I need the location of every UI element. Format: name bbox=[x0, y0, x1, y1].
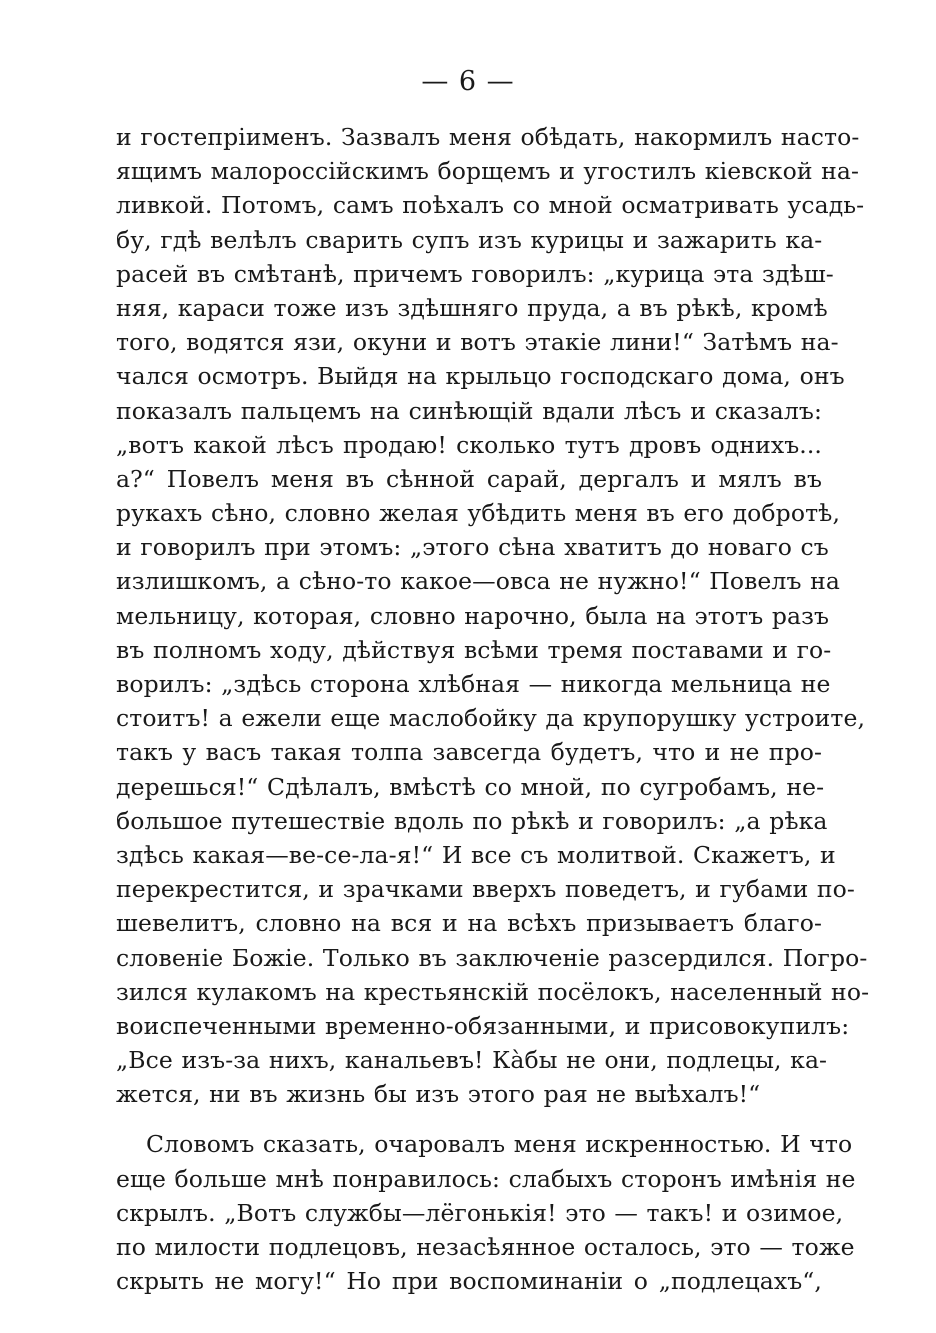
text-line: а?“ Повелъ меня въ сѣнной сарай, дергалъ и мялъ въ bbox=[116, 464, 822, 493]
text-line: излишкомъ, а сѣно-то какое—овса не нужно!“ Повелъ на bbox=[116, 567, 840, 596]
text-line: словеніе Божіе. Только въ заключеніе разсердился. Погро- bbox=[116, 943, 868, 972]
text-line: въ полномъ ходу, дѣйствуя всѣми тремя поставами и го- bbox=[116, 635, 832, 664]
text-line: бу, гдѣ велѣлъ сварить супъ изъ курицы и зажарить ка- bbox=[116, 225, 823, 254]
text-line: того, водятся язи, окуни и вотъ этакіе лини!“ Затѣмъ на- bbox=[116, 328, 839, 357]
text-line: и гостепріименъ. Зазвалъ меня обѣдать, накормилъ насто- bbox=[116, 123, 860, 151]
body-text bbox=[116, 120, 870, 1298]
text-line: мельницу, которая, словно нарочно, была на этотъ разъ bbox=[116, 601, 830, 630]
text-line: дерешься!“ Сдѣлалъ, вмѣстѣ со мной, по сугробамъ, не- bbox=[116, 772, 825, 801]
text-line: здѣсь какая—ве-се-ла-я!“ И все съ молитвой. Скажетъ, и bbox=[116, 840, 836, 869]
text-line: еще больше мнѣ понравилось: слабыхъ сторонъ имѣнія не bbox=[116, 1164, 856, 1193]
text-line: зился кулакомъ на крестьянскій посёлокъ, населенный но- bbox=[116, 977, 870, 1006]
text-line: такъ у васъ такая толпа завсегда будетъ, что и не про- bbox=[116, 738, 822, 767]
text-line: „вотъ какой лѣсъ продаю! сколько тутъ дровъ однихъ... bbox=[116, 430, 822, 459]
text-line: рукахъ сѣно, словно желая убѣдить меня въ его добротѣ, bbox=[116, 499, 841, 528]
text-line: стоитъ! а ежели еще маслобойку да крупорушку устроите, bbox=[116, 704, 866, 733]
paragraph-gap bbox=[116, 1111, 822, 1127]
text-line: ливкой. Потомъ, самъ поѣхалъ со мной осматривать усадь- bbox=[116, 191, 865, 220]
text-line: няя, караси тоже изъ здѣшняго пруда, а въ рѣкѣ, кромѣ bbox=[116, 293, 828, 322]
text-line: воиспеченными временно-обязанными, и присовокупилъ: bbox=[116, 1011, 850, 1040]
page-number: — 6 — bbox=[421, 66, 515, 97]
text-line: Словомъ сказать, очаровалъ меня искренностью. И что bbox=[146, 1130, 853, 1159]
text-line: скрылъ. „Вотъ службы—лёгонькія! это — такъ! и озимое, bbox=[116, 1198, 844, 1227]
text-line: расей въ смѣтанѣ, причемъ говорилъ: „курица эта здѣш- bbox=[116, 259, 834, 288]
text-line: жется, ни въ жизнь бы изъ этого рая не выѣхалъ!“ bbox=[116, 1080, 761, 1109]
text-line: ящимъ малороссійскимъ борщемъ и угостилъ кіевской на- bbox=[116, 157, 860, 186]
text-line: по милости подлецовъ, незасѣянное осталось, это — тоже bbox=[116, 1233, 855, 1261]
text-line: „Все изъ-за нихъ, канальевъ! Кàбы не они, подлецы, ка- bbox=[116, 1046, 828, 1075]
paragraph-2 bbox=[116, 1127, 856, 1298]
text-line: и говорилъ при этомъ: „этого сѣна хватитъ до новаго съ bbox=[116, 533, 829, 562]
text-line: шевелитъ, словно на вся и на всѣхъ призываетъ благо- bbox=[116, 909, 822, 938]
text-line: большое путешествіе вдоль по рѣкѣ и говорилъ: „а рѣка bbox=[116, 806, 828, 835]
text-line: показалъ пальцемъ на синѣющій вдали лѣсъ и сказалъ: bbox=[116, 396, 822, 425]
paragraph-1 bbox=[116, 120, 870, 1111]
text-line: скрыть не могу!“ Но при воспоминаніи о „подлецахъ“, bbox=[116, 1267, 822, 1296]
text-line: чался осмотръ. Выйдя на крыльцо господскаго дома, онъ bbox=[116, 362, 845, 391]
text-line: ворилъ: „здѣсь сторона хлѣбная — никогда мельница не bbox=[116, 670, 831, 698]
text-line: перекрестится, и зрачками вверхъ поведетъ, и губами по- bbox=[116, 875, 855, 904]
